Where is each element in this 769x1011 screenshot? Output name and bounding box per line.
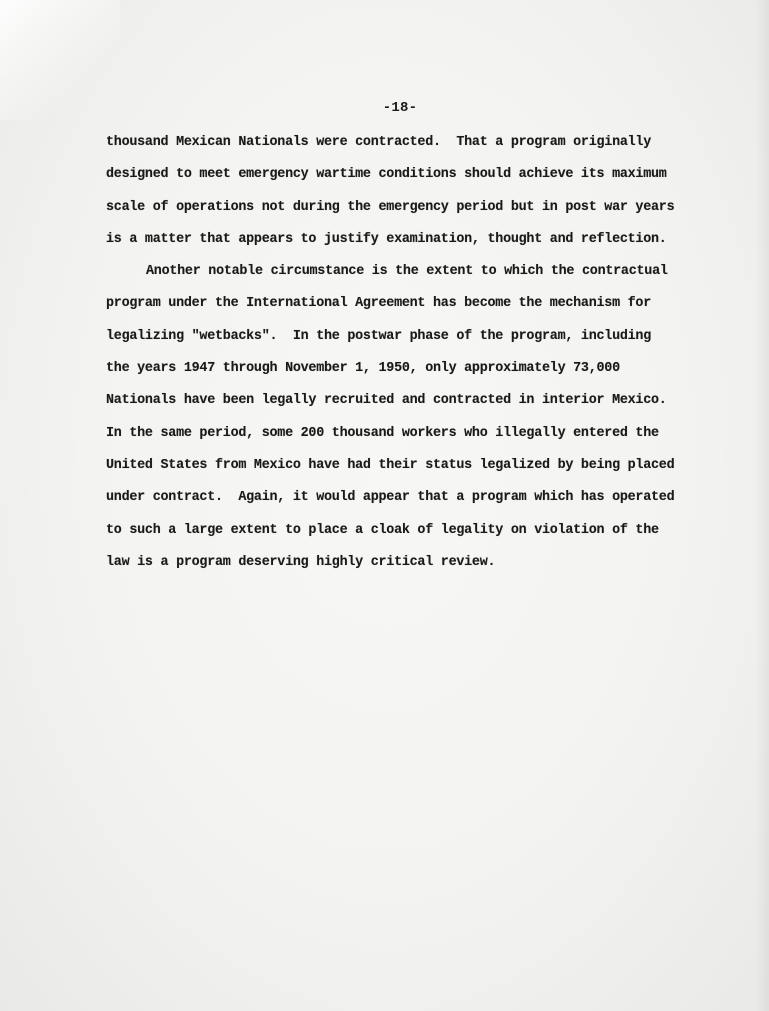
text-line: law is a program deserving highly critical review. <box>106 554 496 570</box>
text-line: is a matter that appears to justify examination, thought and reflection. <box>106 231 667 247</box>
page-number: -18- <box>382 100 418 116</box>
text-line: Another notable circumstance is the extent to which the contractual <box>146 264 668 280</box>
text-line: scale of operations not during the emergency period but in post war years <box>106 199 675 215</box>
text-line: Nationals have been legally recruited and contracted in interior Mexico. <box>106 393 667 409</box>
text-line: United States from Mexico have had their status legalized by being placed <box>106 457 675 473</box>
document-body <box>106 130 746 582</box>
text-line: the years 1947 through November 1, 1950, only approximately 73,000 <box>106 361 620 377</box>
text-line: program under the International Agreement has become the mechanism for <box>106 296 651 312</box>
paragraph-1 <box>106 130 746 259</box>
text-line: designed to meet emergency wartime conditions should achieve its maximum <box>106 167 667 183</box>
text-line: legalizing "wetbacks". In the postwar phase of the program, including <box>106 328 651 344</box>
text-line: to such a large extent to place a cloak of legality on violation of the <box>106 522 659 538</box>
text-line: In the same period, some 200 thousand workers who illegally entered the <box>106 425 659 441</box>
paragraph-2 <box>106 259 746 582</box>
text-line: thousand Mexican Nationals were contracted. That a program originally <box>106 135 651 150</box>
text-line: under contract. Again, it would appear that a program which has operated <box>106 490 675 506</box>
